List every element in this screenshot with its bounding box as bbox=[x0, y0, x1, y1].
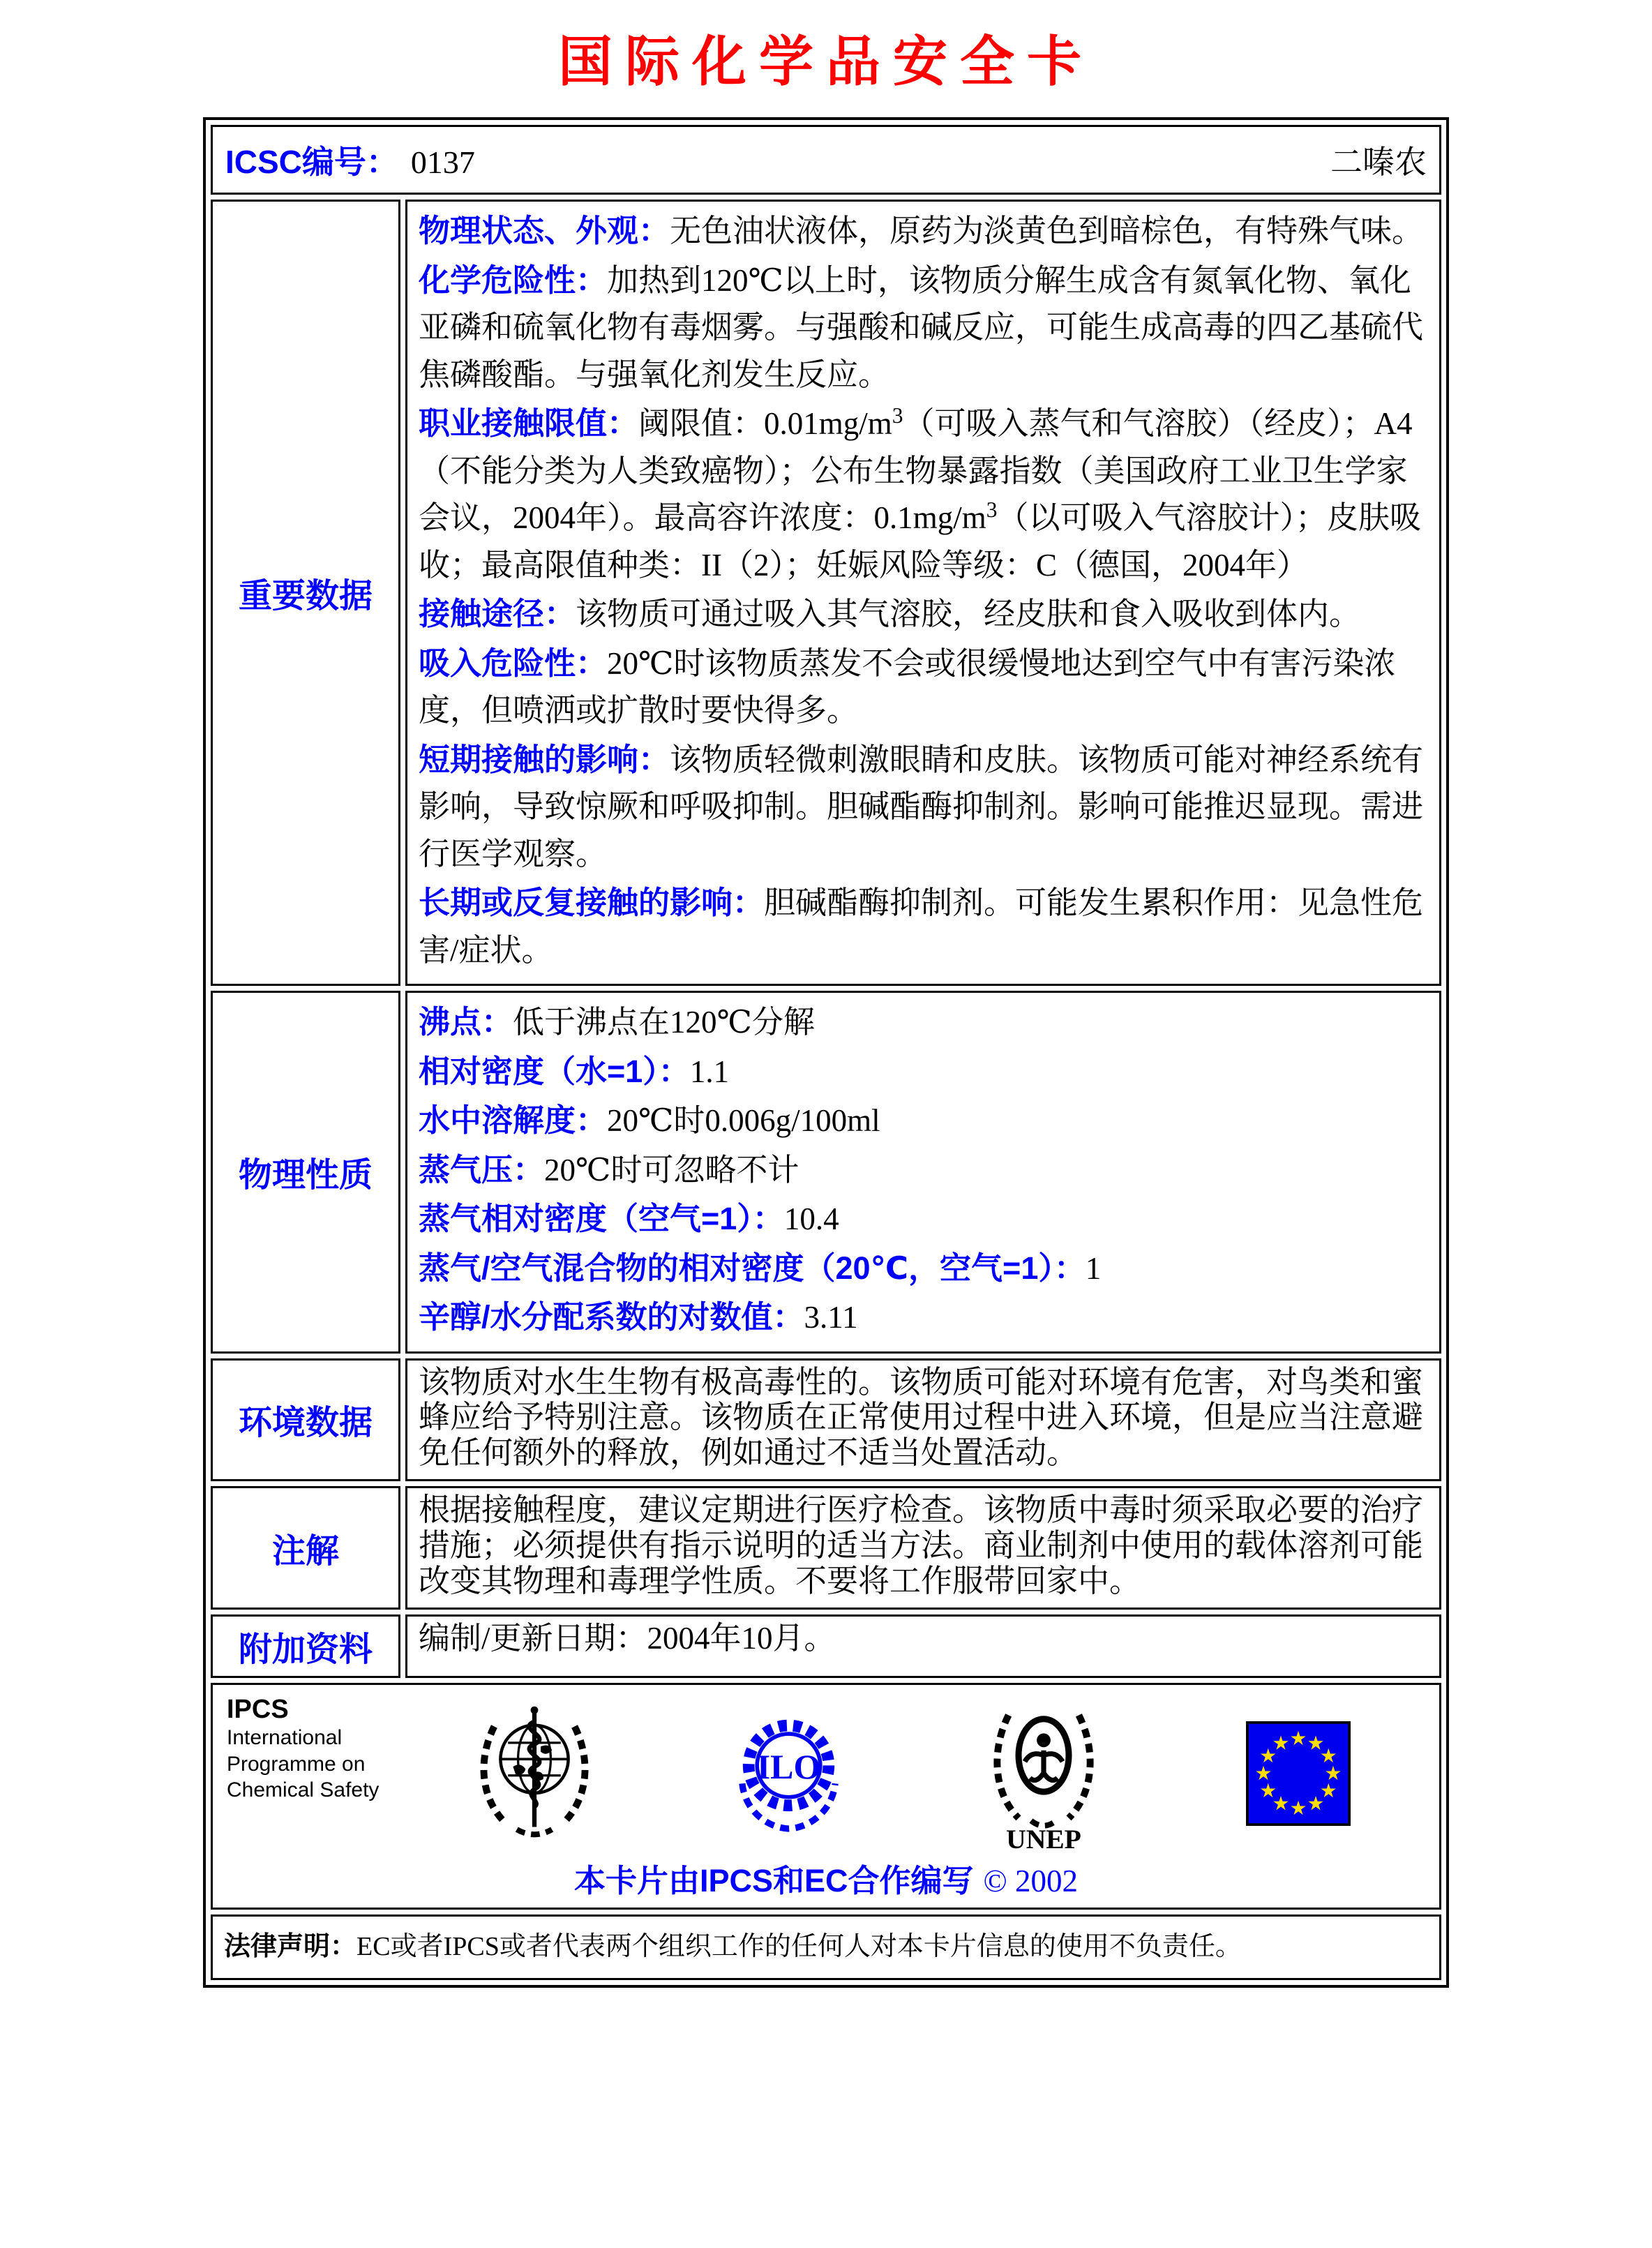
ipcs-subtitle-line: Programme on bbox=[227, 1752, 366, 1776]
field-paragraph: 蒸气/空气混合物的相对密度（20℃，空气=1）：1 bbox=[419, 1250, 1102, 1286]
field-paragraph: 接触途径：该物质可通过吸入其气溶胶，经皮肤和食入吸收到体内。 bbox=[419, 596, 1361, 631]
credit-line bbox=[227, 1855, 1425, 1901]
section-label-physical-properties: 物理性质 bbox=[211, 991, 400, 1354]
legal-text: EC或者IPCS或者代表两个组织工作的任何人对本卡片信息的使用不负责任。 bbox=[356, 1931, 1242, 1961]
field-label: 辛醇/水分配系数的对数值： bbox=[419, 1299, 804, 1335]
field-label: 物理状态、外观： bbox=[419, 213, 670, 248]
field-label: 化学危险性： bbox=[419, 262, 608, 298]
section-label-additional-info: 附加资料 bbox=[211, 1614, 400, 1678]
field-paragraph: 水中溶解度：20℃时0.006g/100ml bbox=[419, 1102, 880, 1138]
logo-row bbox=[227, 1695, 1425, 1852]
section-content-important-data bbox=[405, 200, 1441, 986]
field-label: 蒸气压： bbox=[419, 1151, 545, 1187]
chemical-name: 二嗪农 bbox=[1330, 144, 1427, 180]
field-label: 短期接触的影响： bbox=[419, 741, 670, 777]
ilo-logo-text: ILO bbox=[756, 1746, 821, 1786]
field-label: 长期或反复接触的影响： bbox=[419, 885, 765, 920]
field-paragraph: 辛醇/水分配系数的对数值：3.11 bbox=[419, 1299, 858, 1335]
footer-row bbox=[211, 1683, 1441, 1910]
icsc-header-cell bbox=[211, 125, 1441, 195]
section-row-important-data bbox=[211, 200, 1441, 986]
section-label-notes: 注解 bbox=[211, 1486, 400, 1610]
icsc-number-label: ICSC编号： bbox=[225, 144, 398, 180]
field-paragraph: 职业接触限值：阈限值：$0.01mg/m^3$（可吸入蒸气和气溶胶）（经皮）；A4（不能分类为人类致癌物）；公布生物暴露指数（美国政府工业卫生学家会议，2004年）。最高容许浓度：$0.1mg/m^3$（以可吸入气溶胶计）；皮肤吸收；最高限值种类：II（2）；妊娠风险等级：C（德国，2004年） bbox=[419, 403, 1422, 583]
field-paragraph: 蒸气相对密度（空气=1）：10.4 bbox=[419, 1201, 839, 1236]
copyright-text: © 2002 bbox=[983, 1863, 1078, 1898]
icsc-header-row bbox=[211, 125, 1441, 195]
section-content-notes bbox=[405, 1486, 1441, 1610]
ipcs-subtitle-line: International bbox=[227, 1726, 343, 1750]
field-paragraph: 根据接触程度，建议定期进行医疗检查。该物质中毒时须采取必要的治疗措施；必须提供有指示说明的适当方法。商业制剂中使用的载体溶剂可能改变其物理和毒理学性质。不要将工作服带回家中。 bbox=[419, 1492, 1424, 1598]
section-label-important-data: 重要数据 bbox=[211, 200, 400, 986]
ipcs-subtitle-line: Chemical Safety bbox=[227, 1778, 380, 1802]
section-row-additional-info bbox=[211, 1614, 1441, 1678]
field-paragraph: 吸入危险性：20℃时该物质蒸发不会或很缓慢地达到空气中有害污染浓度，但喷洒或扩散时要快得多。 bbox=[419, 645, 1396, 728]
field-paragraph: 沸点：低于沸点在120℃分解 bbox=[419, 1004, 815, 1040]
field-paragraph: 相对密度（水=1）：1.1 bbox=[419, 1053, 730, 1089]
section-label-environmental-data: 环境数据 bbox=[211, 1358, 400, 1482]
icsc-number-group bbox=[225, 137, 475, 183]
unep-logo-text: UNEP bbox=[1005, 1823, 1081, 1852]
field-paragraph: 长期或反复接触的影响：胆碱酯酶抑制剂。可能发生累积作用：见急性危害/症状。 bbox=[419, 885, 1424, 968]
field-label: 蒸气相对密度（空气=1）： bbox=[419, 1201, 784, 1236]
legal-row bbox=[211, 1914, 1441, 1980]
icsc-card-table bbox=[203, 117, 1449, 1988]
footer-cell bbox=[211, 1683, 1441, 1910]
unep-logo bbox=[916, 1695, 1171, 1852]
section-row-environmental-data bbox=[211, 1358, 1441, 1482]
field-paragraph: 物理状态、外观：无色油状液体，原药为淡黄色到暗棕色，有特殊气味。 bbox=[419, 213, 1424, 248]
legal-label: 法律声明： bbox=[224, 1931, 357, 1961]
section-content-additional-info bbox=[405, 1614, 1441, 1678]
ipcs-title: IPCS bbox=[227, 1694, 289, 1724]
section-row-notes bbox=[211, 1486, 1441, 1610]
field-paragraph: 化学危险性：加热到120℃以上时，该物质分解生成含有氮氧化物、氧化亚磷和硫氧化物有毒烟雾。与强酸和碱反应，可能生成高毒的四乙基硫代焦磷酸酯。与强氧化剂发生反应。 bbox=[419, 262, 1424, 392]
section-content-physical-properties bbox=[405, 991, 1441, 1354]
section-row-physical-properties bbox=[211, 991, 1441, 1354]
ipcs-text-block bbox=[227, 1695, 407, 1804]
field-label: 接触途径： bbox=[419, 596, 576, 631]
page-title: 国际化学品安全卡 bbox=[557, 31, 1094, 92]
field-label: 蒸气/空气混合物的相对密度（20℃，空气=1）： bbox=[419, 1250, 1086, 1286]
ilo-logo bbox=[661, 1709, 916, 1838]
field-paragraph: 短期接触的影响：该物质轻微刺激眼睛和皮肤。该物质可能对神经系统有影响，导致惊厥和呼吸抑制。胆碱酯酶抑制剂。影响可能推迟显现。需进行医学观察。 bbox=[419, 741, 1424, 871]
who-logo bbox=[407, 1701, 661, 1846]
field-label: 相对密度（水=1）： bbox=[419, 1053, 690, 1089]
field-paragraph: 编制/更新日期：2004年10月。 bbox=[419, 1620, 836, 1656]
icsc-number-value: 0137 bbox=[410, 144, 475, 180]
field-paragraph: 该物质对水生生物有极高毒性的。该物质可能对环境有危害，对鸟类和蜜蜂应给予特别注意。该物质在正常使用过程中进入环境，但是应当注意避免任何额外的释放，例如通过不适当处置活动。 bbox=[419, 1364, 1424, 1471]
section-content-environmental-data bbox=[405, 1358, 1441, 1482]
field-label: 吸入危险性： bbox=[419, 645, 608, 681]
field-label: 沸点： bbox=[419, 1004, 513, 1040]
legal-cell bbox=[211, 1914, 1441, 1980]
field-label: 职业接触限值： bbox=[419, 405, 639, 441]
eu-flag bbox=[1171, 1721, 1425, 1826]
field-label: 水中溶解度： bbox=[419, 1102, 608, 1138]
field-paragraph: 蒸气压：20℃时可忽略不计 bbox=[419, 1151, 799, 1187]
credit-text: 本卡片由IPCS和EC合作编写 bbox=[574, 1862, 974, 1898]
